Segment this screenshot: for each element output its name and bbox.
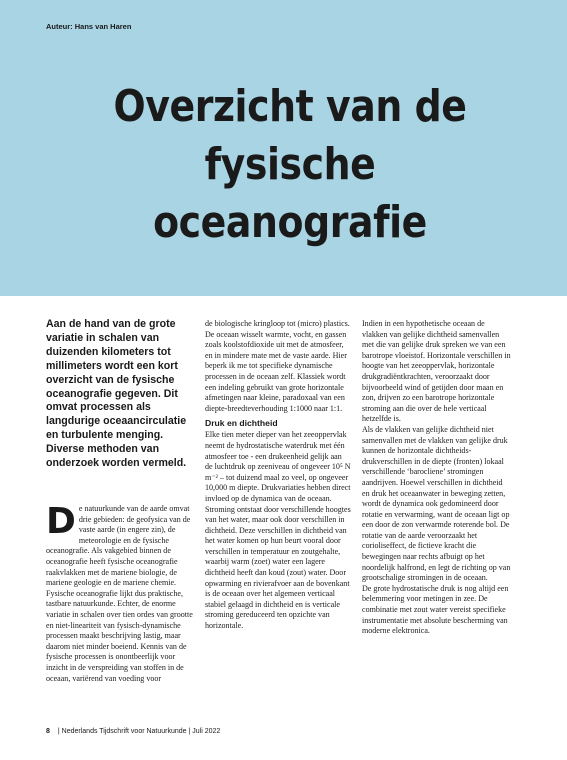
column-2-section-text: Elke tien meter dieper van het zeeoppervlak neemt de hydrostatische waterdruk met één atmosfeer toe - een drukeenheid gelijk aan de luchtdruk op zeeniveau of ongeveer 10⁵ N m⁻² – tot duizend maal zo veel, op ongeveer 10,000 m diepte. Drukvariaties hebben direct invloed op de dynamica van de oceaan. Stroming ontstaat door verschillende hoogtes van het water, maar ook door verschillen in dichtheid. Deze verschillen in dichtheid van het water komen op hun beurt vooral door verschillen in temperatuur en zoutgehalte, waarbij warm (zoet) water een lagere dichtheid heeft dan koud (zout) water. Door opwarming en rivierafvoer aan de bovenkant is de oceaan over het algemeen verticaal stabiel gelaagd in dichtheid en is verticale stroming gereduceerd ten opzichte van horizontale.	[205, 430, 351, 631]
footer-text: | Nederlands Tijdschrift voor Natuurkunde | Juli 2022	[57, 728, 221, 735]
body-column-3	[362, 319, 512, 637]
column-3-paragraph-3: De grote hydrostatische druk is nog altijd een belemmering voor metingen in zee. De combinatie met zout water vereist specifieke instrumentatie met absolute bescherming van moderne elektronica.	[362, 583, 509, 636]
title-line-1: Overzicht van de	[113, 81, 467, 132]
drop-cap: D	[46, 501, 76, 542]
section-heading: Druk en dichtheid	[205, 418, 278, 429]
title-line-2: fysische oceanografie	[153, 139, 427, 248]
column-1-text: e natuurkunde van de aarde omvat drie gebieden: de geofysica van de vaste aarde (in engere zin), de meteorologie en de fysische oceanografie. Als vakgebied binnen de oceanografie heeft fysische oceanografie raakvlakken met de mariene biologie, de mariene geologie en de mariene chemie. Fysische oceanografie lijkt dus praktische, tastbare natuurkunde. Echter, de enorme variatie in schalen over tien ordes van grootte en niet-lineariteit van fysisch-dynamische processen maakt beschrijving lastig, maar daarom niet minder boeiend. Kennis van de fysische processen is onontbeerlijk voor inzicht in de verspreiding van stoffen in de oceaan, variërend van voeding voor	[46, 504, 193, 683]
author-line: Auteur: Hans van Haren	[46, 22, 132, 31]
column-2-text: de biologische kringloop tot (micro) plastics. De oceaan wisselt warmte, vocht, en gassen zoals koolstofdioxide uit met de atmosfeer, en in mindere mate met de vaste aarde. Hier beperk ik me tot specifieke dynamische processen in de oceaan zelf. Klassiek wordt een indeling gebruikt van grote horizontale afmetingen naar kleine, paradoxaal van een diepte-breedteverhouding 1:1000 naar 1:1.	[205, 319, 350, 413]
page-number: 8	[46, 728, 50, 735]
column-3-paragraph-2: Als de vlakken van gelijke dichtheid niet samenvallen met de vlakken van gelijke druk kunnen de horizontale dichtheids-drukverschillen in de diepte (fronten) lokaal verschillende ‘barocliene’ stromingen aandrijven. Hoewel verschillen in dichtheid en druk het oceaanwater in beweging zetten, wordt de dynamica ook gedomineerd door rotatie en verwarming, want de oceaan ligt op een door de zon verwarmde roterende bol. De rotatie van de aarde veroorzaakt het corioliseffect, de fictieve kracht die bewegingen naar rechts afbuigt op het noordelijk halfrond, en legt de richting op van grootschalige stromingen in de oceaan.	[362, 424, 511, 583]
body-column-2	[205, 319, 351, 632]
header-banner	[0, 0, 567, 296]
page-footer	[46, 728, 220, 735]
body-column-1	[46, 501, 193, 684]
intro-lead: Aan de hand van de grote variatie in schalen van duizenden kilometers tot millimeters wordt een kort overzicht van de fysische oceanografie gegeven. Dit omvat processen als langdurige oceaancirculatie en turbulente menging. Diverse methoden van onderzoek worden vermeld.	[46, 318, 187, 470]
column-3-paragraph-1: Indien in een hypothetische oceaan de vlakken van gelijke dichtheid samenvallen met die van gelijke druk spreken we van een barotrope vloeistof. Horizontale verschillen in hoogte van het zeeoppervlak, horizontale drukgradiëntkrachten, veroorzaakt door bijvoorbeeld wind of getijden door maan en zon, drijven zo een barotrope horizontale stroming aan die over de hele verticaal hetzelfde is.	[362, 319, 511, 424]
article-title	[75, 78, 505, 252]
